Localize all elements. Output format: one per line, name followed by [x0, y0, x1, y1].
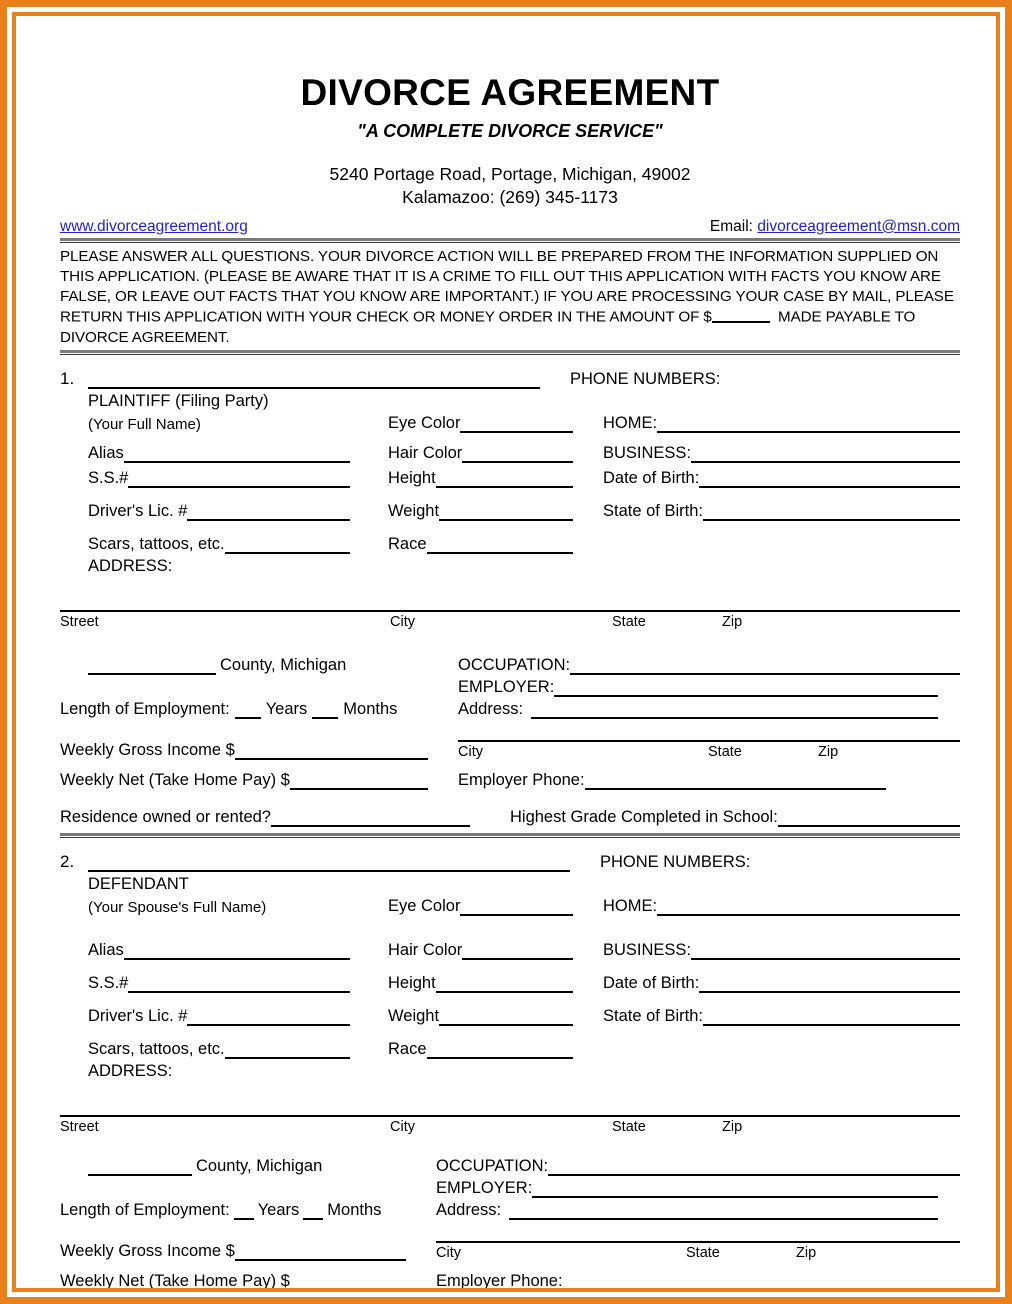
defendant-home-phone-label: HOME:	[603, 896, 658, 915]
defendant-alias-input[interactable]	[124, 958, 350, 960]
defendant-weekly-gross-label: Weekly Gross Income $	[60, 1241, 235, 1260]
company-address: 5240 Portage Road, Portage, Michigan, 49002	[329, 163, 691, 184]
plaintiff-hair-color-label: Hair Color	[388, 443, 463, 462]
defendant-address-captions	[60, 1119, 960, 1135]
defendant-employment-years-input[interactable]	[234, 1218, 254, 1220]
defendant-weight-input[interactable]	[439, 1024, 573, 1026]
plaintiff-home-phone-label: HOME:	[603, 413, 658, 432]
defendant-occupation-label: OCCUPATION:	[436, 1156, 549, 1175]
defendant-employer-zip-caption: Zip	[796, 1244, 817, 1261]
defendant-race-input[interactable]	[427, 1057, 573, 1059]
defendant-months-label: Months	[327, 1200, 382, 1219]
plaintiff-race-label: Race	[388, 534, 427, 553]
section-divider	[60, 833, 960, 838]
header-divider	[60, 238, 960, 243]
defendant-state-of-birth-input[interactable]	[703, 1024, 960, 1026]
plaintiff-employment-months-input[interactable]	[312, 717, 338, 719]
plaintiff-county-input[interactable]	[88, 673, 216, 675]
defendant-street-caption: Street	[60, 1118, 99, 1135]
plaintiff-phone-heading: PHONE NUMBERS:	[570, 369, 721, 388]
plaintiff-alias-input[interactable]	[124, 461, 350, 463]
plaintiff-state-caption: State	[612, 613, 646, 630]
website-link[interactable]: www.divorceagreement.org	[60, 217, 248, 235]
plaintiff-employment-years-input[interactable]	[235, 717, 261, 719]
email-block	[710, 218, 960, 236]
plaintiff-highest-grade-input[interactable]	[778, 825, 960, 827]
plaintiff-employer-address-captions	[458, 744, 960, 760]
defendant-eye-color-label: Eye Color	[388, 896, 461, 915]
defendant-hair-color-label: Hair Color	[388, 940, 463, 959]
plaintiff-license-label: Driver's Lic. #	[88, 501, 188, 520]
plaintiff-weekly-net-label: Weekly Net (Take Home Pay) $	[60, 770, 290, 789]
defendant-employer-address-captions	[436, 1245, 960, 1261]
section-defendant	[60, 842, 960, 1288]
defendant-employment-months-input[interactable]	[303, 1218, 323, 1220]
defendant-business-phone-label: BUSINESS:	[603, 940, 692, 959]
defendant-employer-city-caption: City	[436, 1244, 461, 1261]
defendant-net-income-row	[60, 1272, 960, 1288]
defendant-county-suffix: County, Michigan	[196, 1156, 323, 1175]
defendant-scars-label: Scars, tattoos, etc.	[88, 1039, 225, 1058]
defendant-name-row	[60, 852, 960, 872]
defendant-title-row	[60, 874, 960, 894]
plaintiff-months-label: Months	[343, 699, 398, 718]
defendant-state-of-birth-label: State of Birth:	[603, 1006, 703, 1025]
defendant-gross-income-row	[60, 1241, 960, 1261]
plaintiff-county-suffix: County, Michigan	[220, 655, 347, 674]
defendant-employer-address-label: Address:	[436, 1200, 502, 1219]
plaintiff-weekly-net-input[interactable]	[290, 788, 428, 790]
defendant-employment-length-row	[60, 1201, 960, 1220]
defendant-hint-row	[60, 897, 960, 916]
defendant-scars-row	[60, 1040, 960, 1059]
plaintiff-license-input[interactable]	[187, 519, 350, 521]
plaintiff-state-of-birth-input[interactable]	[703, 519, 960, 521]
defendant-weight-label: Weight	[388, 1006, 440, 1025]
defendant-name-hint: (Your Spouse's Full Name)	[88, 898, 267, 916]
defendant-license-row	[60, 1007, 960, 1026]
document-title: DIVORCE AGREEMENT	[300, 72, 720, 113]
defendant-weekly-net-label: Weekly Net (Take Home Pay) $	[60, 1271, 290, 1288]
defendant-employment-length-label: Length of Employment:	[60, 1200, 230, 1219]
plaintiff-hint-row	[60, 414, 960, 433]
plaintiff-name-input[interactable]	[88, 387, 540, 389]
defendant-state-caption: State	[612, 1118, 646, 1135]
plaintiff-weekly-gross-label: Weekly Gross Income $	[60, 740, 235, 759]
plaintiff-city-caption: City	[390, 613, 415, 630]
defendant-employer-input[interactable]	[532, 1196, 938, 1198]
defendant-height-input[interactable]	[436, 991, 573, 993]
instructions-text-part1: PLEASE ANSWER ALL QUESTIONS. YOUR DIVORCE ACTION WILL BE PREPARED FROM THE INFORMATION SUPPLIED ON THIS APPLICATION. (PLEASE BE AWARE THAT IT IS A CRIME TO FILL OUT THIS APPLICATION WITH FACTS YOU KNOW ARE FALSE, OR LEAVE OUT FACTS THAT YOU KNOW ARE IMPORTANT.) IF YOU ARE PROCESSING YOUR CASE BY MAIL, PLEASE RETURN THIS APPLICATION WITH YOUR CHECK OR MONEY ORDER IN THE AMOUNT OF $	[60, 247, 954, 326]
plaintiff-employment-length-row	[60, 700, 960, 719]
instructions-paragraph	[60, 247, 960, 348]
plaintiff-business-phone-label: BUSINESS:	[603, 443, 692, 462]
plaintiff-employer-phone-label: Employer Phone:	[458, 770, 585, 789]
plaintiff-zip-caption: Zip	[722, 613, 743, 630]
plaintiff-ssn-label: S.S.#	[88, 468, 129, 487]
plaintiff-name-row	[60, 369, 960, 389]
plaintiff-street-caption: Street	[60, 613, 99, 630]
plaintiff-employment-length-label: Length of Employment:	[60, 699, 230, 718]
plaintiff-scars-label: Scars, tattoos, etc.	[88, 534, 225, 553]
section-number-2: 2.	[60, 851, 75, 871]
defendant-height-label: Height	[388, 973, 436, 992]
defendant-employer-state-caption: State	[686, 1244, 720, 1261]
plaintiff-residence-row	[60, 808, 960, 827]
defendant-occupation-input[interactable]	[548, 1174, 960, 1176]
defendant-employer-label: EMPLOYER:	[436, 1178, 533, 1197]
plaintiff-party-title: PLAINTIFF (Filing Party)	[88, 391, 269, 410]
contact-row	[60, 218, 960, 236]
plaintiff-highest-grade-label: Highest Grade Completed in School:	[510, 807, 778, 826]
plaintiff-scars-input[interactable]	[225, 552, 350, 554]
plaintiff-weekly-gross-input[interactable]	[235, 758, 428, 760]
defendant-hair-color-input[interactable]	[462, 958, 573, 960]
plaintiff-county-occupation-row	[60, 656, 960, 675]
defendant-phone-heading: PHONE NUMBERS:	[600, 852, 751, 871]
plaintiff-race-input[interactable]	[427, 552, 573, 554]
section-plaintiff	[60, 359, 960, 838]
plaintiff-gross-income-row	[60, 740, 960, 760]
plaintiff-address-captions	[60, 614, 960, 630]
defendant-alias-label: Alias	[88, 940, 124, 959]
plaintiff-name-hint: (Your Full Name)	[88, 415, 201, 433]
plaintiff-employer-label: EMPLOYER:	[458, 677, 555, 696]
defendant-weekly-gross-input[interactable]	[235, 1259, 406, 1261]
plaintiff-years-label: Years	[265, 699, 308, 718]
defendant-business-phone-input[interactable]	[691, 958, 960, 960]
plaintiff-employer-state-caption: State	[708, 743, 742, 760]
plaintiff-net-income-row	[60, 771, 960, 790]
defendant-address-input[interactable]	[60, 1115, 960, 1117]
plaintiff-height-input[interactable]	[436, 486, 573, 488]
defendant-scars-input[interactable]	[225, 1057, 350, 1059]
plaintiff-address-label-row	[60, 557, 960, 576]
defendant-address-label-row	[60, 1062, 960, 1081]
defendant-dob-label: Date of Birth:	[603, 973, 700, 992]
defendant-alias-row	[60, 927, 960, 960]
defendant-county-occupation-row	[60, 1157, 960, 1176]
defendant-employer-address-input[interactable]	[509, 1218, 938, 1220]
defendant-address-label: ADDRESS:	[88, 1061, 173, 1080]
section-number-1: 1.	[60, 368, 75, 388]
plaintiff-employer-city-input[interactable]	[458, 740, 960, 742]
defendant-ssn-input[interactable]	[128, 991, 350, 993]
plaintiff-employer-phone-input[interactable]	[585, 788, 886, 790]
plaintiff-business-phone-input[interactable]	[691, 461, 960, 463]
defendant-ssn-row	[60, 974, 960, 993]
defendant-county-input[interactable]	[88, 1174, 192, 1176]
plaintiff-ssn-row	[60, 469, 960, 488]
plaintiff-employer-address-input[interactable]	[531, 717, 938, 719]
plaintiff-hair-color-input[interactable]	[462, 461, 573, 463]
plaintiff-state-of-birth-label: State of Birth:	[603, 501, 703, 520]
defendant-years-label: Years	[257, 1200, 300, 1219]
plaintiff-eye-color-label: Eye Color	[388, 413, 461, 432]
plaintiff-dob-label: Date of Birth:	[603, 468, 700, 487]
instructions-amount-blank[interactable]	[712, 307, 770, 323]
defendant-license-input[interactable]	[187, 1024, 350, 1026]
defendant-city-caption: City	[390, 1118, 415, 1135]
defendant-home-phone-input[interactable]	[657, 914, 960, 916]
defendant-employer-city-input[interactable]	[436, 1241, 960, 1243]
plaintiff-residence-input[interactable]	[271, 825, 470, 827]
plaintiff-employer-zip-caption: Zip	[818, 743, 839, 760]
instructions-divider	[60, 350, 960, 355]
plaintiff-scars-row	[60, 535, 960, 554]
plaintiff-employer-address-label: Address:	[458, 699, 524, 718]
defendant-race-label: Race	[388, 1039, 427, 1058]
plaintiff-license-row	[60, 502, 960, 521]
plaintiff-occupation-input[interactable]	[570, 673, 960, 675]
defendant-party-title: DEFENDANT	[88, 874, 189, 893]
instructions-text-part2: MADE PAYABLE TO DIVORCE AGREEMENT.	[60, 308, 916, 346]
plaintiff-employer-row	[60, 678, 960, 697]
paper-sheet	[16, 16, 996, 1288]
plaintiff-eye-color-input[interactable]	[460, 431, 573, 433]
document-content	[60, 60, 960, 1288]
plaintiff-occupation-label: OCCUPATION:	[458, 655, 571, 674]
defendant-zip-caption: Zip	[722, 1118, 743, 1135]
defendant-license-label: Driver's Lic. #	[88, 1006, 188, 1025]
company-phone: Kalamazoo: (269) 345-1173	[402, 186, 618, 207]
email-label: Email:	[709, 217, 753, 235]
email-link[interactable]: divorceagreement@msn.com	[757, 217, 960, 235]
plaintiff-weight-label: Weight	[388, 501, 440, 520]
plaintiff-alias-row	[60, 444, 960, 463]
defendant-eye-color-input[interactable]	[460, 914, 573, 916]
plaintiff-title-row	[60, 391, 960, 411]
plaintiff-dob-input[interactable]	[699, 486, 960, 488]
plaintiff-home-phone-input[interactable]	[657, 431, 960, 433]
defendant-ssn-label: S.S.#	[88, 973, 129, 992]
plaintiff-ssn-input[interactable]	[128, 486, 350, 488]
defendant-name-input[interactable]	[88, 870, 570, 872]
plaintiff-employer-input[interactable]	[554, 695, 938, 697]
plaintiff-address-input[interactable]	[60, 610, 960, 612]
plaintiff-alias-label: Alias	[88, 443, 124, 462]
defendant-dob-input[interactable]	[699, 991, 960, 993]
plaintiff-weight-input[interactable]	[439, 519, 573, 521]
defendant-employer-row	[60, 1179, 960, 1198]
defendant-employer-phone-label: Employer Phone:	[436, 1271, 563, 1288]
plaintiff-residence-label: Residence owned or rented?	[60, 807, 271, 826]
plaintiff-employer-city-caption: City	[458, 743, 483, 760]
document-subtitle: "A COMPLETE DIVORCE SERVICE"	[357, 120, 663, 141]
plaintiff-height-label: Height	[388, 468, 436, 487]
plaintiff-address-label: ADDRESS:	[88, 556, 173, 575]
